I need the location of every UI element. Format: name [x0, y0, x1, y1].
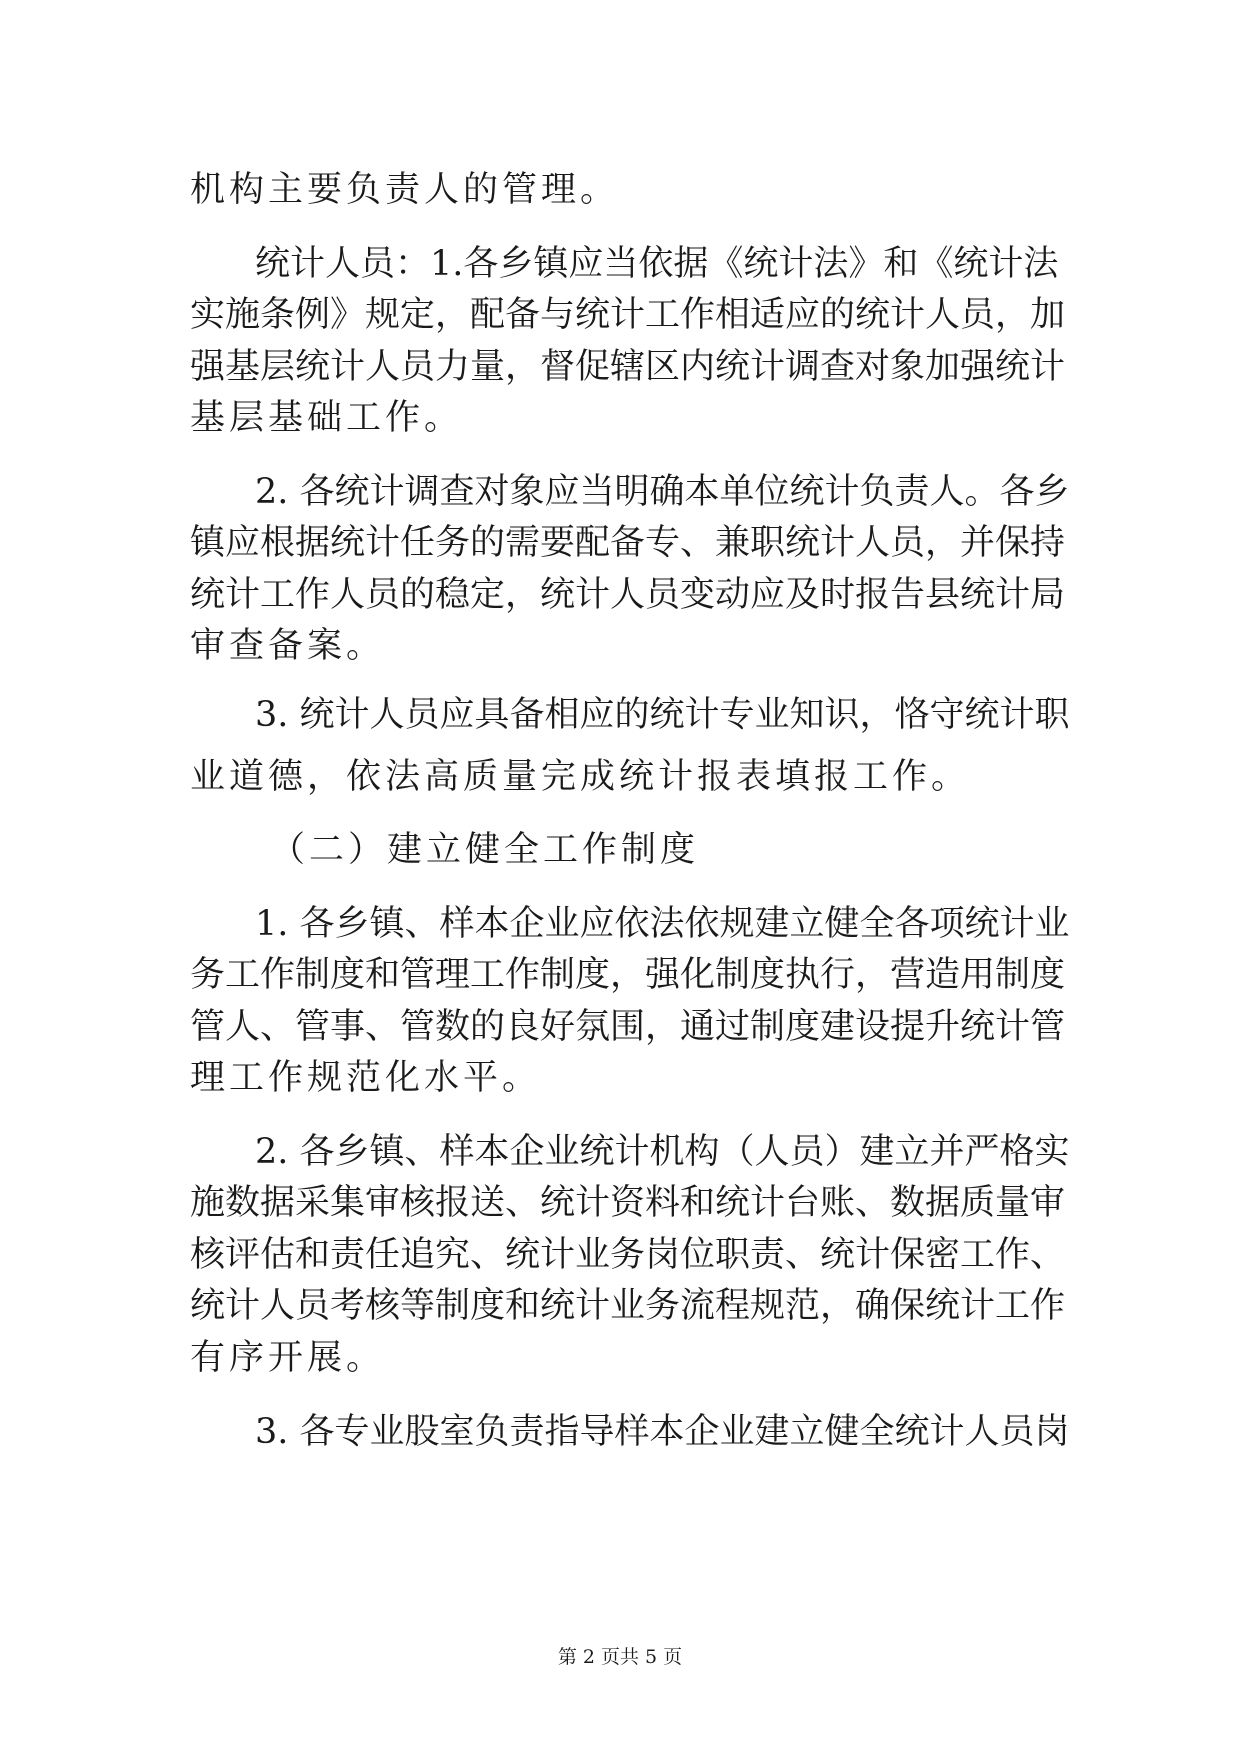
text-line: 3. 统计人员应具备相应的统计专业知识，恪守统计职 — [255, 695, 1070, 735]
text-line: 基层基础工作。 — [190, 398, 464, 438]
text-line: 镇应根据统计任务的需要配备专、兼职统计人员，并保持 — [190, 523, 1066, 563]
text-line: 核评估和责任追究、统计业务岗位职责、统计保密工作、 — [190, 1235, 1066, 1275]
text-line: 1. 各乡镇、样本企业应依法依规建立健全各项统计业 — [255, 904, 1070, 944]
text-line: 施数据采集审核报送、统计资料和统计台账、数据质量审 — [190, 1183, 1066, 1223]
text-line: 统计工作人员的稳定，统计人员变动应及时报告县统计局 — [190, 575, 1066, 615]
text-line: 业道德，依法高质量完成统计报表填报工作。 — [190, 757, 971, 797]
text-line: 统计人员考核等制度和统计业务流程规范，确保统计工作 — [190, 1286, 1066, 1326]
text-line: 3. 各专业股室负责指导样本企业建立健全统计人员岗 — [255, 1412, 1070, 1452]
text-line: 统计人员：1.各乡镇应当依据《统计法》和《统计法 — [255, 244, 1059, 284]
text-line: 审查备案。 — [190, 626, 386, 666]
text-line: 务工作制度和管理工作制度，强化制度执行，营造用制度 — [190, 955, 1066, 995]
text-line: 实施条例》规定，配备与统计工作相适应的统计人员，加 — [190, 295, 1066, 335]
section-heading: （二）建立健全工作制度 — [270, 830, 700, 870]
text-line: 管人、管事、管数的良好氛围，通过制度建设提升统计管 — [190, 1007, 1066, 1047]
text-line: 有序开展。 — [190, 1338, 386, 1378]
text-line: 机构主要负责人的管理。 — [190, 170, 620, 210]
page-number: 第 2 页共 5 页 — [557, 1646, 683, 1668]
text-line: 2. 各乡镇、样本企业统计机构（人员）建立并严格实 — [255, 1132, 1070, 1172]
text-line: 2. 各统计调查对象应当明确本单位统计负责人。各乡 — [255, 472, 1070, 512]
text-line: 理工作规范化水平。 — [190, 1058, 542, 1098]
text-line: 强基层统计人员力量，督促辖区内统计调查对象加强统计 — [190, 347, 1066, 387]
